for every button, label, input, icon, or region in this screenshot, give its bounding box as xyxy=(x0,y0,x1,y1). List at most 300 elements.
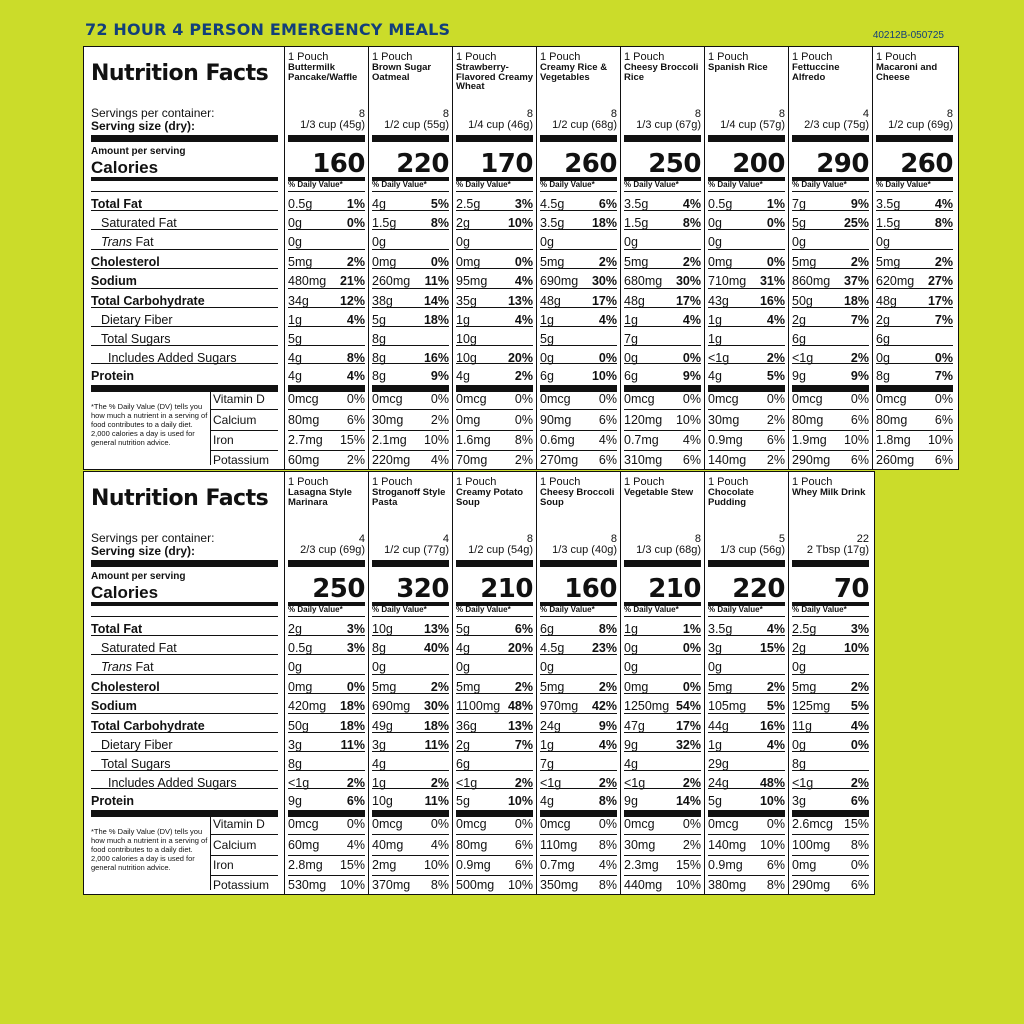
divider xyxy=(456,345,533,346)
cholesterol-amount: 0mg xyxy=(288,680,313,694)
total-carbohydrate-row xyxy=(708,719,785,733)
divider xyxy=(210,409,278,410)
added-sugars-percent: 16% xyxy=(423,351,449,365)
total-carbohydrate-percent: 14% xyxy=(423,294,449,308)
iron-percent: 15% xyxy=(339,858,365,872)
servings-value: 8 xyxy=(358,108,365,120)
product-name: Creamy Rice & Vegetables xyxy=(540,62,608,83)
total-carbohydrate-row xyxy=(288,294,365,308)
iron-amount: 0mg xyxy=(792,858,817,872)
potassium-percent: 6% xyxy=(934,453,953,467)
divider xyxy=(792,693,869,694)
calcium-amount: 30mg xyxy=(372,413,404,427)
calcium-amount: 80mg xyxy=(456,838,488,852)
total-fat-amount: 5g xyxy=(456,622,470,636)
total-fat-percent: 4% xyxy=(934,197,953,211)
vitamin-d-row xyxy=(372,817,449,831)
divider xyxy=(91,810,278,817)
vitamin-d-percent: 0% xyxy=(514,392,533,406)
iron-row xyxy=(456,858,533,872)
sodium-amount: 860mg xyxy=(792,274,831,288)
daily-value-header: % Daily Value* xyxy=(624,605,679,614)
total-sugars-amount: 8g xyxy=(288,757,302,771)
divider xyxy=(91,307,278,308)
dietary-fiber-percent: 4% xyxy=(766,738,785,752)
servings-value: 8 xyxy=(610,108,617,120)
divider xyxy=(288,713,365,714)
vitamin-d-row xyxy=(876,392,953,406)
divider xyxy=(91,229,278,230)
saturated-fat-percent: 8% xyxy=(934,216,953,230)
divider xyxy=(540,385,617,392)
sodium-amount: 420mg xyxy=(288,699,327,713)
iron-percent: 0% xyxy=(850,858,869,872)
total-fat-amount: 2.5g xyxy=(456,197,481,211)
potassium-label: Potassium xyxy=(213,453,270,467)
total-carbohydrate-amount: 24g xyxy=(540,719,561,733)
iron-row xyxy=(708,858,785,872)
servings-value: 8 xyxy=(946,108,953,120)
calcium-row xyxy=(372,413,449,427)
protein-amount: 4g xyxy=(288,369,302,383)
product-name: Whey Milk Drink xyxy=(792,487,866,498)
divider xyxy=(456,616,533,617)
dietary-fiber-amount: 3g xyxy=(288,738,302,752)
total-carbohydrate-percent: 18% xyxy=(843,294,869,308)
potassium-percent: 10% xyxy=(675,878,701,892)
serving-size-value: 1/3 cup (68g) xyxy=(636,544,701,556)
protein-amount: 5g xyxy=(456,794,470,808)
divider xyxy=(288,855,365,856)
potassium-percent: 10% xyxy=(507,878,533,892)
potassium-percent: 6% xyxy=(598,453,617,467)
potassium-percent: 6% xyxy=(850,453,869,467)
dietary-fiber-row xyxy=(540,738,617,752)
total-fat-amount: 4.5g xyxy=(540,197,565,211)
divider xyxy=(456,249,533,250)
saturated-fat-amount: 0.5g xyxy=(288,641,313,655)
dietary-fiber-amount: 1g xyxy=(540,738,554,752)
potassium-row xyxy=(456,453,533,467)
total-carbohydrate-amount: 11g xyxy=(792,719,812,733)
vitamin-d-amount: 0mcg xyxy=(792,392,823,406)
divider xyxy=(876,288,953,289)
calories-label: Calories xyxy=(91,583,159,602)
total-sugars-label: Total Sugars xyxy=(101,332,171,346)
dietary-fiber-amount: 1g xyxy=(540,313,554,327)
product-column xyxy=(536,472,620,894)
divider xyxy=(876,430,953,431)
divider xyxy=(372,616,449,617)
potassium-amount: 140mg xyxy=(708,453,747,467)
product-column xyxy=(872,47,956,469)
divider xyxy=(708,288,785,289)
divider xyxy=(288,229,365,230)
potassium-row xyxy=(288,453,365,467)
divider xyxy=(792,855,869,856)
protein-amount: 10g xyxy=(372,794,393,808)
divider xyxy=(540,635,617,636)
cholesterol-amount: 5mg xyxy=(792,255,817,269)
divider xyxy=(372,635,449,636)
trans-fat-row xyxy=(540,235,617,249)
total-fat-amount: 3.5g xyxy=(708,622,733,636)
divider xyxy=(456,693,533,694)
divider xyxy=(792,210,869,211)
daily-value-header: % Daily Value* xyxy=(288,180,343,189)
product-name: Creamy Potato Soup xyxy=(456,487,524,508)
total-fat-amount: 1g xyxy=(624,622,638,636)
total-sugars-row xyxy=(456,332,533,346)
servings-value: 8 xyxy=(442,108,449,120)
page-title: 72 HOUR 4 PERSON EMERGENCY MEALS xyxy=(85,20,451,39)
divider xyxy=(91,326,278,327)
servings-label: Servings per container: xyxy=(91,106,215,120)
dietary-fiber-amount: 5g xyxy=(372,313,386,327)
saturated-fat-percent: 0% xyxy=(346,216,365,230)
vitamin-d-percent: 0% xyxy=(430,392,449,406)
iron-row xyxy=(372,433,449,447)
calcium-percent: 6% xyxy=(346,413,365,427)
iron-amount: 2.3mg xyxy=(624,858,659,872)
calories-value: 170 xyxy=(480,149,533,179)
divider xyxy=(372,732,449,733)
divider xyxy=(792,788,869,789)
iron-percent: 6% xyxy=(766,433,785,447)
calcium-label: Calcium xyxy=(213,838,257,852)
sodium-row xyxy=(540,699,617,713)
calories-value: 250 xyxy=(648,149,701,179)
divider xyxy=(372,834,449,835)
sodium-amount: 95mg xyxy=(456,274,488,288)
calcium-amount: 40mg xyxy=(372,838,404,852)
divider xyxy=(540,875,617,876)
total-carbohydrate-label: Total Carbohydrate xyxy=(91,294,205,308)
calcium-percent: 10% xyxy=(675,413,701,427)
divider xyxy=(792,268,869,269)
iron-percent: 6% xyxy=(766,858,785,872)
divider xyxy=(624,810,701,817)
vitamin-d-amount: 0mcg xyxy=(456,392,487,406)
added-sugars-percent: 2% xyxy=(346,776,365,790)
total-fat-amount: 4g xyxy=(372,197,386,211)
divider xyxy=(540,751,617,752)
divider xyxy=(708,268,785,269)
vitamin-d-row xyxy=(624,817,701,831)
calories-value: 260 xyxy=(564,149,617,179)
divider xyxy=(456,430,533,431)
cholesterol-row xyxy=(288,680,365,694)
divider xyxy=(91,210,278,211)
divider xyxy=(456,326,533,327)
product-name: Chocolate Pudding xyxy=(708,487,754,508)
divider xyxy=(540,654,617,655)
vitamin-d-percent: 0% xyxy=(346,817,365,831)
trans-fat-amount: 0g xyxy=(372,235,386,249)
divider xyxy=(624,307,701,308)
protein-amount: 5g xyxy=(708,794,722,808)
sodium-percent: 4% xyxy=(514,274,533,288)
servings-value: 4 xyxy=(442,533,449,545)
calcium-amount: 0mg xyxy=(456,413,481,427)
divider xyxy=(372,409,449,410)
saturated-fat-row xyxy=(372,216,449,230)
protein-amount: 8g xyxy=(372,369,386,383)
vitamin-d-percent: 0% xyxy=(430,817,449,831)
calories-value: 160 xyxy=(564,574,617,604)
calcium-row xyxy=(288,838,365,852)
total-sugars-amount: 4g xyxy=(624,757,638,771)
protein-percent: 11% xyxy=(424,794,449,808)
saturated-fat-amount: 0g xyxy=(708,216,722,230)
saturated-fat-row xyxy=(624,641,701,655)
divider xyxy=(792,385,869,392)
iron-row xyxy=(792,858,869,872)
protein-percent: 9% xyxy=(430,369,449,383)
protein-row xyxy=(624,369,701,383)
divider xyxy=(540,363,617,364)
total-fat-amount: 6g xyxy=(540,622,554,636)
calories-value: 220 xyxy=(396,149,449,179)
saturated-fat-percent: 20% xyxy=(507,641,533,655)
product-name: Vegetable Stew xyxy=(624,487,694,498)
calories-value: 210 xyxy=(480,574,533,604)
iron-amount: 0.9mg xyxy=(708,433,743,447)
saturated-fat-row xyxy=(792,216,869,230)
trans-fat-row xyxy=(876,235,953,249)
cholesterol-row xyxy=(624,255,701,269)
divider xyxy=(540,560,617,567)
product-column xyxy=(452,472,536,894)
protein-row xyxy=(708,794,785,808)
vitamin-d-amount: 0mcg xyxy=(624,817,655,831)
potassium-amount: 270mg xyxy=(540,453,579,467)
total-sugars-row xyxy=(288,332,365,346)
divider xyxy=(876,345,953,346)
serving-size-label: Serving size (dry): xyxy=(91,119,196,133)
dietary-fiber-percent: 7% xyxy=(934,313,953,327)
saturated-fat-percent: 0% xyxy=(682,641,701,655)
total-carbohydrate-row xyxy=(372,719,449,733)
total-fat-row xyxy=(288,197,365,211)
dietary-fiber-percent: 18% xyxy=(423,313,449,327)
protein-percent: 8% xyxy=(598,794,617,808)
dietary-fiber-label: Dietary Fiber xyxy=(101,738,173,752)
total-carbohydrate-amount: 44g xyxy=(708,719,729,733)
iron-row xyxy=(876,433,953,447)
sodium-row xyxy=(288,274,365,288)
saturated-fat-amount: 3g xyxy=(708,641,722,655)
protein-label: Protein xyxy=(91,369,135,383)
sodium-amount: 125mg xyxy=(792,699,831,713)
divider xyxy=(91,268,278,269)
sodium-amount: 105mg xyxy=(708,699,747,713)
total-carbohydrate-percent: 17% xyxy=(675,719,701,733)
saturated-fat-amount: 0g xyxy=(288,216,302,230)
potassium-amount: 260mg xyxy=(876,453,915,467)
divider xyxy=(456,385,533,392)
divider xyxy=(708,654,785,655)
product-name: Cheesy Broccoli Rice xyxy=(624,62,699,83)
daily-value-footnote: *The % Daily Value (DV) tells you how much a nutrient in a serving of food contributes to a daily diet. 2,000 calories a day is used for general nutrition advice. xyxy=(91,827,208,872)
servings-value: 5 xyxy=(778,533,785,545)
sodium-row xyxy=(708,274,785,288)
total-carbohydrate-amount: 48g xyxy=(540,294,561,308)
potassium-row xyxy=(876,453,953,467)
divider xyxy=(708,713,785,714)
divider xyxy=(876,268,953,269)
vitamin-d-amount: 0mcg xyxy=(876,392,907,406)
potassium-amount: 500mg xyxy=(456,878,495,892)
divider xyxy=(708,834,785,835)
product-column xyxy=(704,472,788,894)
pouch-label: 1 Pouch xyxy=(708,51,749,63)
iron-label: Iron xyxy=(213,433,234,447)
sodium-label: Sodium xyxy=(91,699,137,713)
dietary-fiber-amount: 3g xyxy=(372,738,386,752)
trans-fat-row xyxy=(708,235,785,249)
calcium-amount: 110mg xyxy=(540,838,578,852)
divider xyxy=(456,635,533,636)
divider xyxy=(708,810,785,817)
calcium-amount: 60mg xyxy=(288,838,320,852)
total-fat-row xyxy=(708,622,785,636)
vitamin-d-percent: 0% xyxy=(766,817,785,831)
divider xyxy=(372,560,449,567)
potassium-percent: 4% xyxy=(430,453,449,467)
divider xyxy=(540,268,617,269)
vitamin-d-amount: 0mcg xyxy=(372,817,403,831)
divider xyxy=(210,834,278,835)
potassium-row xyxy=(708,453,785,467)
divider xyxy=(624,450,701,451)
total-carbohydrate-percent: 17% xyxy=(675,294,701,308)
divider xyxy=(91,191,278,192)
iron-amount: 0.6mg xyxy=(540,433,575,447)
vitamin-d-percent: 0% xyxy=(850,392,869,406)
potassium-amount: 380mg xyxy=(708,878,747,892)
divider xyxy=(792,770,869,771)
cholesterol-percent: 2% xyxy=(850,255,869,269)
sodium-percent: 30% xyxy=(423,699,449,713)
product-column xyxy=(620,472,704,894)
divider xyxy=(708,450,785,451)
daily-value-header: % Daily Value* xyxy=(540,180,595,189)
pouch-label: 1 Pouch xyxy=(288,51,329,63)
divider xyxy=(372,788,449,789)
potassium-percent: 8% xyxy=(766,878,785,892)
product-column xyxy=(788,472,872,894)
divider xyxy=(456,191,533,192)
divider xyxy=(792,674,869,675)
cholesterol-percent: 2% xyxy=(598,255,617,269)
added-sugars-percent: 2% xyxy=(682,776,701,790)
total-sugars-row xyxy=(624,332,701,346)
saturated-fat-row xyxy=(876,216,953,230)
product-column xyxy=(788,47,872,469)
vitamin-d-row xyxy=(456,392,533,406)
dietary-fiber-amount: 9g xyxy=(624,738,638,752)
calcium-amount: 30mg xyxy=(708,413,740,427)
total-fat-percent: 4% xyxy=(766,622,785,636)
potassium-percent: 2% xyxy=(766,453,785,467)
iron-amount: 1.9mg xyxy=(792,433,827,447)
divider xyxy=(456,210,533,211)
trans-fat-row xyxy=(624,660,701,674)
total-fat-label: Total Fat xyxy=(91,197,143,211)
saturated-fat-percent: 10% xyxy=(843,641,869,655)
total-carbohydrate-percent: 17% xyxy=(591,294,617,308)
divider xyxy=(708,875,785,876)
trans-fat-row xyxy=(540,660,617,674)
total-fat-percent: 3% xyxy=(850,622,869,636)
vitamin-d-row xyxy=(456,817,533,831)
total-carbohydrate-row xyxy=(540,719,617,733)
vitamin-d-percent: 15% xyxy=(843,817,869,831)
potassium-percent: 6% xyxy=(850,878,869,892)
potassium-amount: 530mg xyxy=(288,878,327,892)
divider xyxy=(876,450,953,451)
total-sugars-amount: 7g xyxy=(540,757,554,771)
cholesterol-label: Cholesterol xyxy=(91,255,160,269)
total-sugars-row xyxy=(708,757,785,771)
trans-fat-amount: 0g xyxy=(876,235,890,249)
divider xyxy=(708,732,785,733)
product-name: Strawberry-Flavored Creamy Wheat xyxy=(456,62,534,92)
dietary-fiber-row xyxy=(624,313,701,327)
saturated-fat-row xyxy=(288,216,365,230)
divider xyxy=(91,674,278,675)
serving-size-value: 2/3 cup (69g) xyxy=(300,544,365,556)
total-fat-row xyxy=(288,622,365,636)
divider xyxy=(708,855,785,856)
divider xyxy=(456,409,533,410)
added-sugars-percent: 0% xyxy=(598,351,617,365)
trans-fat-row xyxy=(708,660,785,674)
total-fat-row xyxy=(708,197,785,211)
calories-label: Calories xyxy=(91,158,159,177)
calories-value: 200 xyxy=(732,149,785,179)
total-fat-amount: 2.5g xyxy=(792,622,817,636)
divider xyxy=(91,249,278,250)
iron-label: Iron xyxy=(213,858,234,872)
total-sugars-amount: 5g xyxy=(540,332,554,346)
saturated-fat-percent: 23% xyxy=(591,641,617,655)
added-sugars-amount: 0g xyxy=(540,351,554,365)
pouch-label: 1 Pouch xyxy=(372,51,413,63)
dietary-fiber-row xyxy=(540,313,617,327)
divider xyxy=(624,229,701,230)
calcium-amount: 80mg xyxy=(288,413,320,427)
product-column xyxy=(620,47,704,469)
cholesterol-row xyxy=(624,680,701,694)
serving-size-value: 2 Tbsp (17g) xyxy=(806,544,869,556)
calcium-percent: 8% xyxy=(598,838,617,852)
total-fat-row xyxy=(624,622,701,636)
divider xyxy=(288,810,365,817)
divider xyxy=(708,210,785,211)
added-sugars-amount: <1g xyxy=(708,351,730,365)
total-carbohydrate-amount: 47g xyxy=(624,719,645,733)
protein-row xyxy=(792,794,869,808)
dietary-fiber-percent: 0% xyxy=(850,738,869,752)
total-sugars-amount: 5g xyxy=(288,332,302,346)
iron-percent: 10% xyxy=(843,433,869,447)
trans-fat-amount: 0g xyxy=(540,235,554,249)
added-sugars-percent: 2% xyxy=(514,776,533,790)
total-fat-percent: 1% xyxy=(682,622,701,636)
dietary-fiber-amount: 1g xyxy=(288,313,302,327)
